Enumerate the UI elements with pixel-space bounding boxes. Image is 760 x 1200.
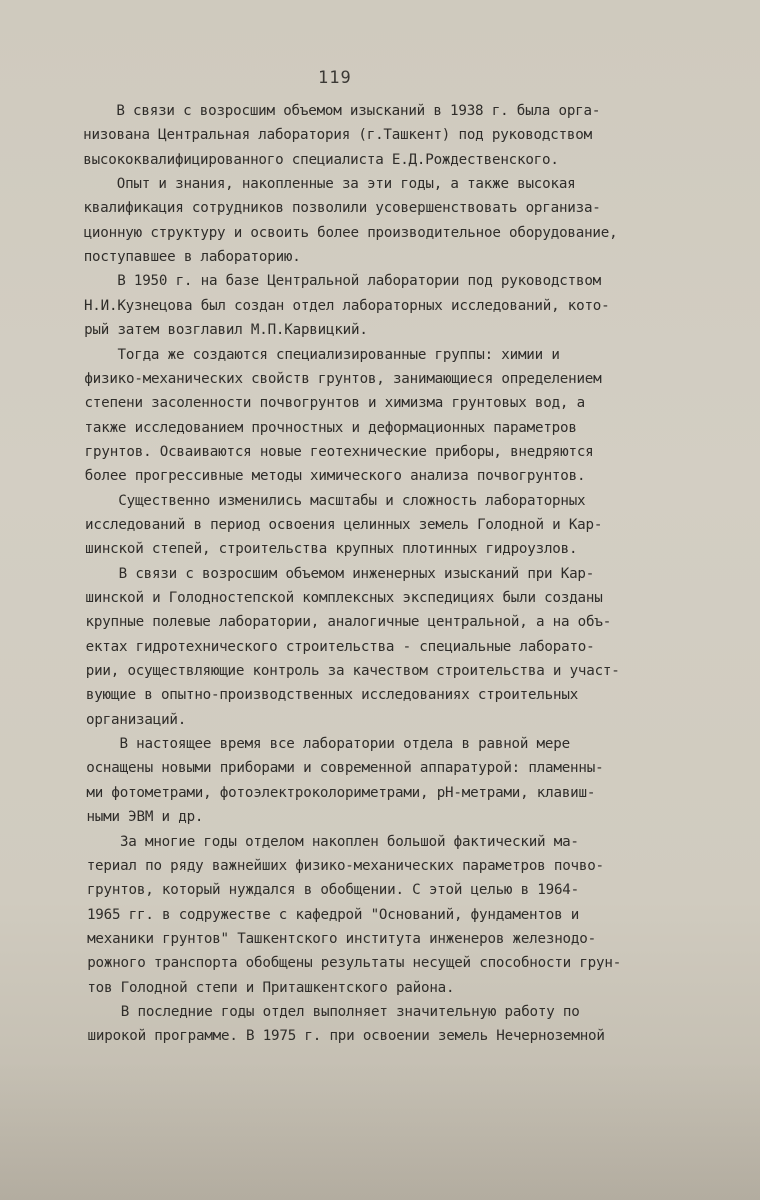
text-line: вующие в опытно-производственных исследованиях строительных bbox=[85, 687, 579, 704]
text-line: исследований в период освоения целинных земель Голодной и Кар- bbox=[85, 516, 603, 533]
page-shadow bbox=[0, 1060, 760, 1200]
text-line: За многие годы отделом накоплен большой фактический ма- bbox=[86, 833, 579, 850]
text-line: поступавшее в лабораторию. bbox=[83, 249, 301, 266]
text-line: более прогрессивные методы химического анализа почвогрунтов. bbox=[84, 468, 586, 485]
text-line: Опыт и знания, накопленные за эти годы, а также высокая bbox=[83, 176, 576, 193]
text-line: рожного транспорта обобщены результаты несущей способности грун- bbox=[87, 955, 622, 972]
text-line: квалификация сотрудников позволили усовершенствовать организа- bbox=[83, 200, 601, 217]
text-line: В настоящее время все лаборатории отдела в равной мере bbox=[86, 736, 570, 753]
text-line: ми фотометрами, фотоэлектроколориметрами, pH-метрами, клавиш- bbox=[86, 784, 596, 801]
page-number: 119 bbox=[318, 68, 352, 88]
text-line: ными ЭВМ и др. bbox=[86, 809, 204, 826]
text-line: рый затем возглавил М.П.Карвицкий. bbox=[84, 322, 368, 339]
text-line: В связи с возросшим объемом изысканий в 1938 г. была орга- bbox=[83, 103, 601, 119]
text-line: 1965 гг. в содружестве с кафедрой "Оснований, фундаментов и bbox=[86, 906, 580, 923]
text-line: широкой программе. В 1975 г. при освоении земель Нечерноземной bbox=[87, 1028, 605, 1045]
text-line: также исследованием прочностных и деформационных параметров bbox=[84, 419, 577, 436]
text-line: степени засоленности почвогрунтов и химизма грунтовых вод, а bbox=[84, 395, 585, 412]
text-line: ектах гидротехнического строительства - специальные лаборато- bbox=[85, 638, 595, 655]
text-line: грунтов, который нуждался в обобщении. С этой целью в 1964- bbox=[86, 882, 579, 899]
text-line: териал по ряду важнейших физико-механических параметров почво- bbox=[86, 857, 604, 874]
text-line: В связи с возросшим объемом инженерных изысканий при Кар- bbox=[85, 565, 595, 582]
text-line: организаций. bbox=[86, 711, 187, 728]
text-line: Н.И.Кузнецова был создан отдел лабораторных исследований, кото- bbox=[83, 297, 610, 314]
text-line: Тогда же создаются специализированные группы: химии и bbox=[84, 346, 560, 363]
text-line: механики грунтов" Ташкентского института инженеров железнодо- bbox=[87, 930, 596, 947]
text-line: рии, осуществляющие контроль за качеством строительства и участ- bbox=[85, 663, 620, 680]
text-line: тов Голодной степи и Приташкентского района. bbox=[87, 979, 455, 996]
text-line: грунтов. Осваиваются новые геотехнические приборы, внедряются bbox=[84, 443, 594, 460]
text-line: высококвалифицированного специалиста Е.Д.Рождественского. bbox=[83, 151, 559, 168]
text-line: шинской степей, строительства крупных плотинных гидроузлов. bbox=[85, 541, 578, 558]
text-line: оснащены новыми приборами и современной аппаратурой: пламенны- bbox=[86, 760, 604, 777]
text-line: В последние годы отдел выполняет значительную работу по bbox=[87, 1003, 580, 1020]
text-line: В 1950 г. на базе Центральной лаборатории под руководством bbox=[83, 273, 602, 290]
text-line: физико-механических свойств грунтов, занимающиеся определением bbox=[84, 370, 602, 387]
text-line: ционную структуру и освоить более производительное оборудование, bbox=[83, 224, 618, 241]
text-line: Существенно изменились масштабы и сложность лабораторных bbox=[84, 492, 586, 509]
text-line: низована Центральная лаборатория (г.Ташкент) под руководством bbox=[83, 127, 592, 144]
text-line: крупные полевые лаборатории, аналогичные центральной, а на объ- bbox=[85, 614, 612, 631]
text-line: шинской и Голодностепской комплексных экспедициях были созданы bbox=[85, 590, 603, 606]
